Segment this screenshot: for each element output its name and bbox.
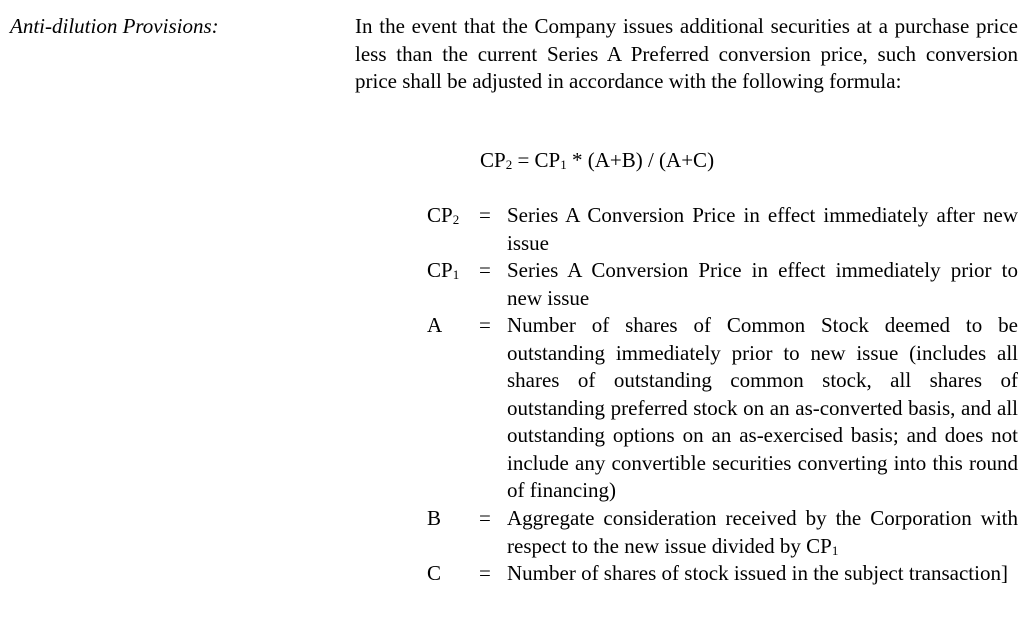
definition-symbol: [427, 257, 459, 285]
definition-text: Number of shares of stock issued in the subject transaction]: [507, 561, 1008, 585]
definition-text: Number of shares of Common Stock deemed to be outstanding immediately prior to new issue (includes all shares of outstanding common stock, all shares of outstanding preferred stock on an as-converted basis, and all outstanding options on an as-exercised basis; and does not include any convertible securities converting into this round of financing): [507, 313, 1018, 502]
definition-text: Series A Conversion Price in effect immediately after new issue: [507, 203, 1018, 255]
symbol-subscript: 1: [452, 267, 460, 282]
definition-text: [507, 505, 1018, 560]
definition-symbol: C: [427, 561, 442, 585]
definition-equals: =: [479, 203, 491, 227]
definition-symbol: [427, 202, 459, 230]
definition-symbol: A: [427, 313, 443, 337]
formula-lhs: CP: [480, 148, 506, 172]
formula-equals: =: [512, 148, 535, 172]
formula-rhs-rest: * (A+B) / (A+C): [566, 148, 715, 172]
definition-text-subscript: 1: [831, 542, 839, 558]
definition-equals: =: [479, 313, 491, 337]
symbol-subscript: 2: [452, 212, 460, 227]
formula-lhs-subscript: 2: [505, 157, 513, 172]
symbol-base: CP: [427, 203, 453, 227]
definition-equals: =: [479, 258, 491, 282]
formula-rhs-subscript: 1: [560, 157, 567, 172]
formula-rhs: CP: [534, 148, 561, 172]
section-heading: Anti-dilution Provisions:: [10, 14, 219, 38]
definition-text: Series A Conversion Price in effect immediately prior to new issue: [507, 258, 1018, 310]
definition-equals: =: [479, 561, 491, 585]
formula: [480, 147, 714, 174]
definition-text-main: Aggregate consideration received by the Corporation with respect to the new issue divided by CP: [507, 506, 1018, 558]
definition-equals: =: [479, 506, 491, 530]
intro-paragraph: In the event that the Company issues additional securities at a purchase price less than the current Series A Preferred conversion price, such conversion price shall be adjusted in accordance with the following formula:: [355, 14, 1018, 93]
definition-symbol: B: [427, 506, 442, 530]
symbol-base: CP: [427, 258, 453, 282]
